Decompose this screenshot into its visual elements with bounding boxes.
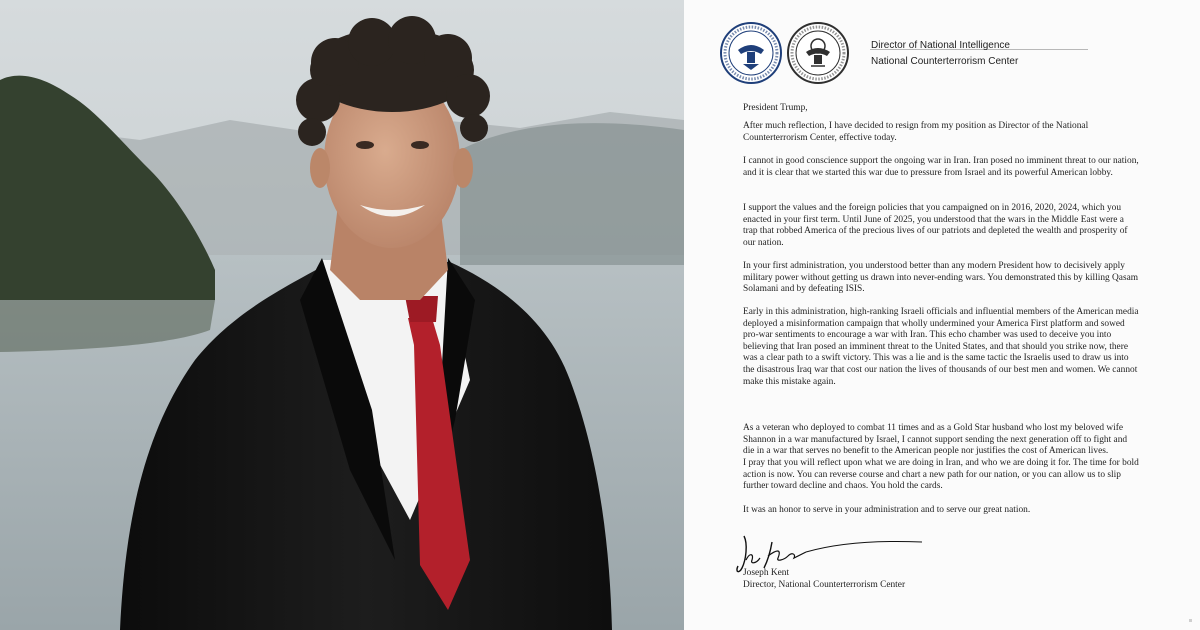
letterhead-line-1: Director of National Intelligence (871, 40, 1010, 51)
right-hills (460, 123, 684, 265)
eye-left (356, 141, 374, 149)
paragraph: I support the values and the foreign policies that you campaigned on in 2016, 2020, 2024, which you enacted in your first term. Until June of 2025, you understood that the wars in the Middle East were a trap that robbed America of the precious lives of our patriots and depleted the wealth and prosperity of our nation. (743, 203, 1128, 248)
paragraph: After much reflection, I have decided to resign from my position as Director of the National Counterterrorism Center, effective today. (743, 121, 1089, 143)
signer-title: Director, National Counterterrorism Center (743, 580, 906, 590)
paragraph: In your first administration, you understood better than any modern President how to decisively apply military power without getting us drawn into never-ending wars. You demonstrated this by killing Qasam Solamani and by defeating ISIS. (743, 261, 1139, 295)
salutation: President Trump, (743, 103, 808, 113)
paragraph: I pray that you will reflect upon what we are doing in Iran, and who we are doing it for. The time for bold action is now. You can reverse course and chart a new path for our nation, or you can allow us to slip further toward decline and chaos. You hold the cards. (743, 458, 1139, 492)
paragraph: I cannot in good conscience support the ongoing war in Iran. Iran posed no imminent threat to our nation, and it is clear that we started this war due to pressure from Israel and its powerful American lobby. (743, 156, 1139, 178)
paragraph: It was an honor to serve in your administration and to serve our great nation. (743, 505, 1031, 515)
signer-name: Joseph Kent (743, 568, 790, 578)
ear-left (310, 148, 330, 188)
paragraph: Early in this administration, high-ranking Israeli officials and influential members of the American media deployed a misinformation campaign that wholly undermined your America First platform and sowed pro-war sentiments to encourage a war with Iran. This echo chamber was used to deceive you into believing that Iran posed an imminent threat to the United States, and that should you strike now, there was a clear path to a swift victory. This was a lie and is the same tactic the Israelis used to draw us into the disastrous Iraq war that cost our nation the lives of thousands of our best men and women. We cannot make this mistake again. (743, 307, 1139, 387)
page-mark (1189, 619, 1192, 622)
dni-seal-icon (720, 22, 782, 84)
eye-right (411, 141, 429, 149)
paragraph: As a veteran who deployed to combat 11 times and as a Gold Star husband who lost my beloved wife Shannon in a war manufactured by Israel, I cannot support sending the next generation off to fight and die in a war that serves no benefit to the American people nor justifies the cost of American lives. (743, 423, 1128, 457)
resignation-letter (684, 0, 1200, 630)
nctc-seal-icon (787, 22, 849, 84)
letterhead-line-2: National Counterterrorism Center (871, 56, 1019, 67)
ear-right (453, 148, 473, 188)
